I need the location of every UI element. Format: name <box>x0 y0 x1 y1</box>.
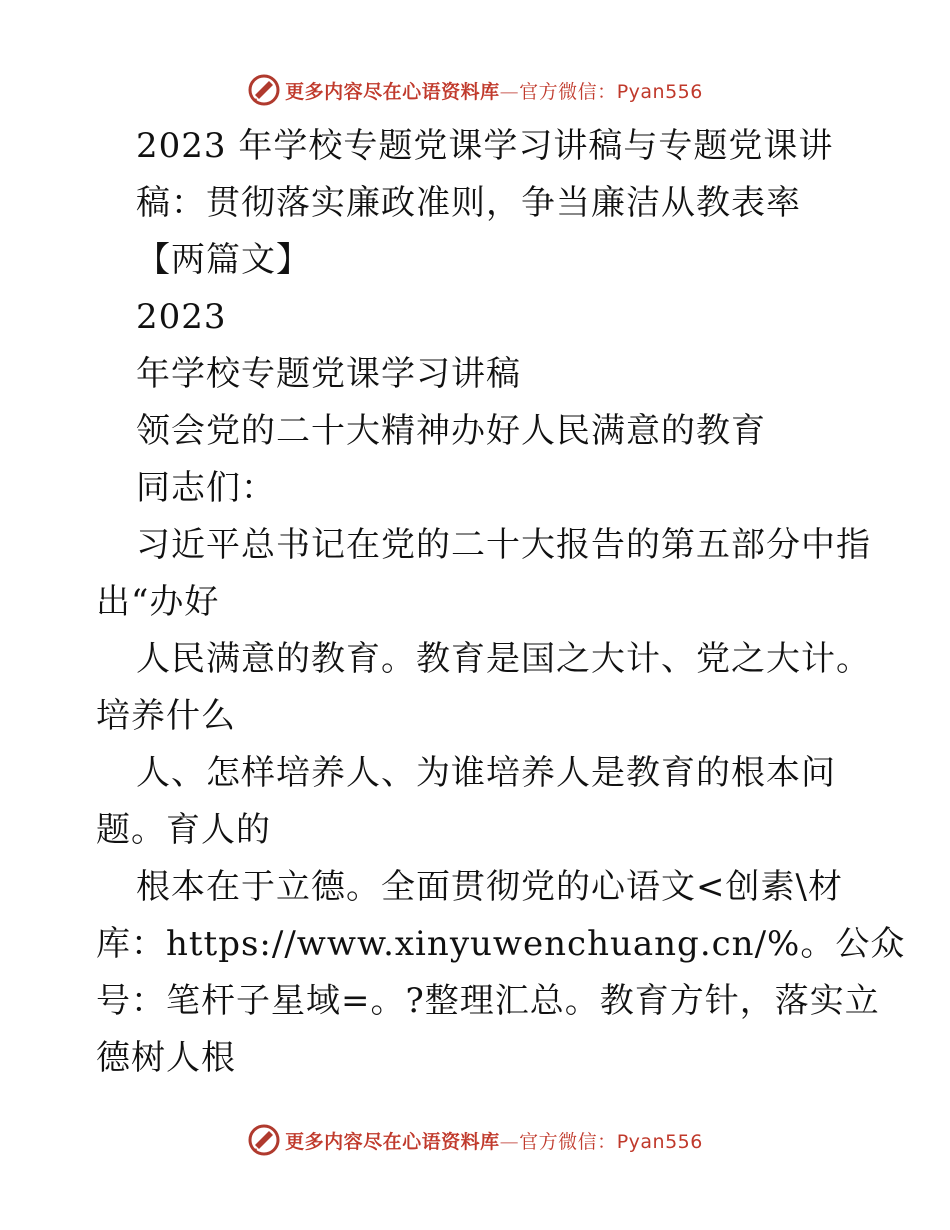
footer-wechat-id: Pyan556 <box>616 1130 703 1153</box>
doc-title-line-1: 2023 年学校专题党课学习讲稿与专题党课讲 <box>136 126 834 166</box>
footer-wechat-label: 官方微信： <box>519 1130 617 1153</box>
doc-line-6: 领会党的二十大精神办好人民满意的教育 <box>136 411 766 451</box>
doc-line-13: 题。育人的 <box>96 810 271 850</box>
doc-line-15: 库：https://www.xinyuwenchuang.cn/%。公众 <box>96 924 906 964</box>
brand-logo-icon <box>247 1123 281 1157</box>
doc-line-9: 出“办好 <box>96 582 220 622</box>
doc-line-8: 习近平总书记在党的二十大报告的第五部分中指 <box>136 525 871 565</box>
header-banner-text <box>285 77 703 104</box>
document-body <box>96 118 906 1087</box>
doc-line-17: 德树人根 <box>96 1038 236 1078</box>
doc-line-11: 培养什么 <box>96 696 236 736</box>
header-wechat-label: 官方微信： <box>519 80 617 103</box>
doc-line-12: 人、怎样培养人、为谁培养人是教育的根本问 <box>136 753 836 793</box>
footer-banner-text <box>285 1127 703 1154</box>
doc-line-4: 2023 <box>136 297 227 337</box>
header-dash: — <box>499 80 520 103</box>
footer-banner <box>0 1120 950 1160</box>
header-wechat-id: Pyan556 <box>616 80 703 103</box>
header-banner <box>0 70 950 110</box>
doc-line-5: 年学校专题党课学习讲稿 <box>136 354 521 394</box>
doc-line-10: 人民满意的教育。教育是国之大计、党之大计。 <box>136 639 871 679</box>
footer-site-name: 更多内容尽在心语资料库 <box>285 1130 500 1153</box>
doc-line-7: 同志们： <box>136 468 276 508</box>
doc-line-16: 号：笔杆子星域=。?整理汇总。教育方针，落实立 <box>96 981 880 1021</box>
header-site-name: 更多内容尽在心语资料库 <box>285 80 500 103</box>
doc-title-line-3: 【两篇文】 <box>136 240 311 280</box>
brand-logo-icon <box>247 73 281 107</box>
doc-line-14: 根本在于立德。全面贯彻党的心语文<创素\材 <box>136 867 843 907</box>
footer-dash: — <box>499 1130 520 1153</box>
doc-title-line-2: 稿：贯彻落实廉政准则，争当廉洁从教表率 <box>136 183 801 223</box>
